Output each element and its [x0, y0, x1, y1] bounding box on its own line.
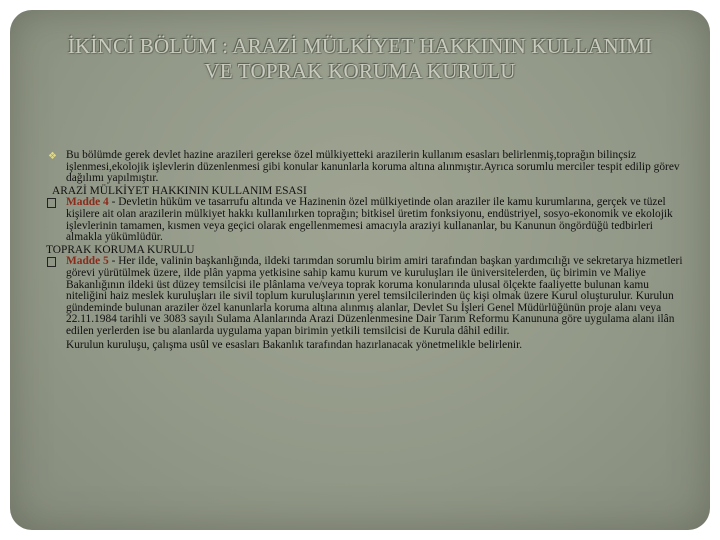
- square-bullet-icon: [47, 198, 56, 208]
- madde-5-label: Madde 5: [66, 255, 109, 268]
- slide-title: [30, 34, 690, 84]
- slide-body: [46, 150, 686, 351]
- title-line-2: VE TOPRAK KORUMA KURULU: [204, 59, 516, 83]
- closing-paragraph: Kurulun kuruluşu, çalışma usûl ve esasları Bakanlık tarafından hazırlanacak yönetmelikle belirlenir.: [66, 338, 523, 351]
- diamond-bullet-icon: ❖: [48, 151, 57, 162]
- madde-5-paragraph: [46, 256, 686, 337]
- intro-paragraph: [46, 150, 686, 185]
- intro-text: Bu bölümde gerek devlet hazine arazileri gerekse özel mülkiyetteki arazilerin kullanım esasları belirlenmiş,toprağın bilinçsiz işlenmesi,ekolojik işlevlerin düzenlenmesi gibi konular kanunlarla koruma altına alınmıştır.Ayrıca sorumlu merciler tespit edilip görev dağılımı yapılmıştır.: [66, 149, 680, 185]
- square-bullet-icon: [47, 257, 56, 267]
- madde-4-text: - Devletin hüküm ve tasarrufu altında ve Hazinenin özel mülkiyetinde olan araziler ile kamu kurumlarına, gerçek ve tüzel kişilere ait olan arazilerin mülkiyet hakkı kullanılırken toprağın; bitkisel üretim fonksiyonu, endüstriyel, sosyo-ekonomik ve ekolojik işlevlerinin tamamen, kısmen veya geçici olarak engellenmemesi amacıyla araziyi kullananlar, bu Kanunun öngördüğü tedbirleri almakla yükümlüdür.: [66, 196, 673, 244]
- madde-4-label: Madde 4: [66, 196, 109, 209]
- title-line-1: İKİNCİ BÖLÜM : ARAZİ MÜLKİYET HAKKININ KULLANIMI: [67, 34, 653, 58]
- section-heading-toprak: TOPRAK KORUMA KURULU: [46, 243, 195, 256]
- madde-4-paragraph: [46, 197, 686, 243]
- section-heading-arazi: ARAZİ MÜLKİYET HAKKININ KULLANIM ESASI: [52, 184, 307, 197]
- madde-5-text: - Her ilde, valinin başkanlığında, ildeki tarımdan sorumlu birim amiri tarafından başkan yardımcılığı ve sekretarya hizmetleri görevi yürütülmek üzere, ilde plân yapma yetkisine sahip kamu kurum ve kuruluşları ile üniversitelerden, üç birimin ve Maliye Bakanlığının ildeki üst düzey temsilcisi ile plânlama ve/veya toprak koruma konularında ulusal ölçekte faaliyette bulunan kamu niteliğini haiz meslek kuruluşları ile sivil toplum kuruluşlarının yerel temsilcilerinden üç kişi olmak üzere Kurul oluşturulur. Kurulun gündeminde bulunan araziler özel kanunlarla koruma altına alınmış alanlar, Devlet Su İşleri Genel Müdürlüğünün proje alanı veya 22.11.1984 tarihli ve 3083 sayılı Sulama Alanlarında Arazi Düzenlenmesine Dair Tarım Reformu Kanununa göre uygulama alanı ilân edilen yerlerden ise bu alanlarda uygulama yapan birimin yetkili temsilcisi de Kurula dâhil edilir.: [66, 255, 683, 337]
